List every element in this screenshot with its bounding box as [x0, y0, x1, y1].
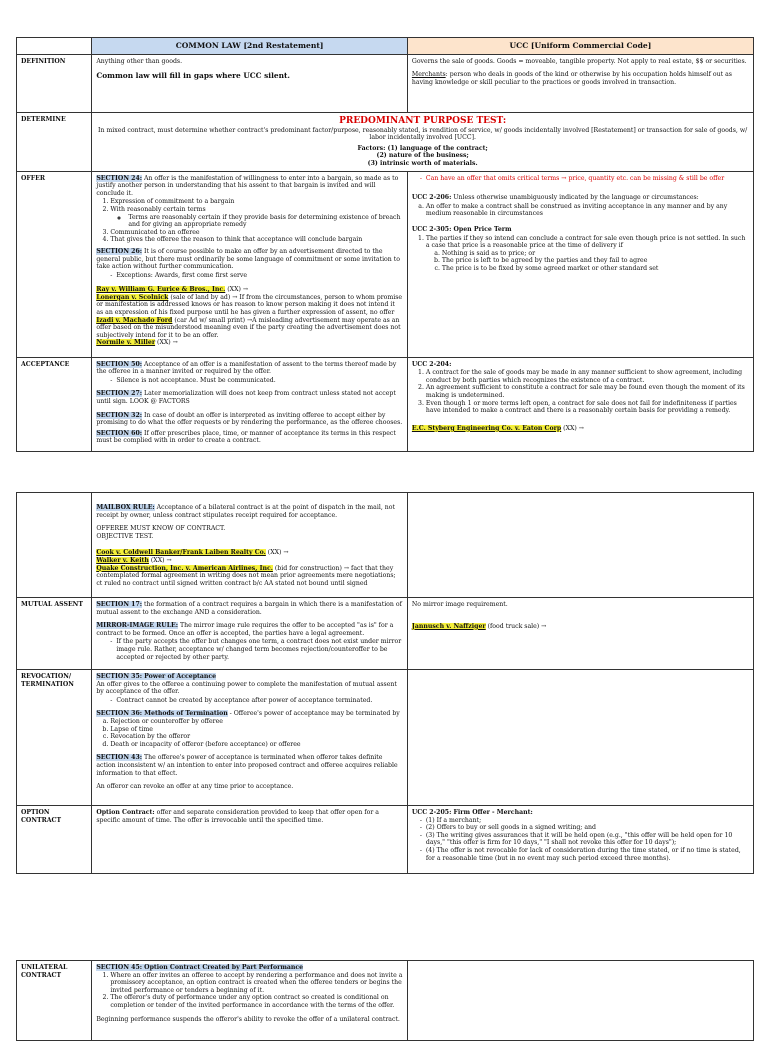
determine-content	[92, 112, 754, 171]
page-2	[16, 492, 754, 874]
row-label-option-contract: OPTION CONTRACT	[17, 806, 92, 874]
case-izadi-name: Izadi v. Machado Ford	[96, 316, 173, 324]
ucc-2-204-item: 3. Even though 1 or more terms left open, a contract for sale does not fail for indefiniteness if parties have intended to make a contract and there is a reasonably certain basis for providing a remedy.	[426, 400, 749, 415]
s24-item-text: With reasonably certain terms	[110, 205, 206, 213]
factor-3: (3) intrinsic worth of materials.	[367, 159, 478, 167]
section-26-tag: SECTION 26:	[96, 247, 143, 255]
s24-subitem: ◦ Terms are reasonably certain if they provide basis for determining existence of breach and for giving an appropriate remedy	[128, 214, 403, 229]
acceptance-cont-ucc	[407, 493, 753, 598]
offer-ucc-note-list	[412, 175, 749, 183]
offeree-must-know: OFFEREE MUST KNOW OF CONTRACT.	[96, 525, 226, 533]
ucc-2-206-text: Unless otherwise unambiguously indicated by the language or circumstances:	[451, 194, 699, 202]
comparison-table-2	[16, 492, 754, 874]
case-normile	[96, 339, 403, 347]
s45-item: 1. Where an offer invites an offeree to accept by rendering a performance and does not invite a promissory acceptance, an option contract is created when the offeree tenders or begins the invited performance or tenders a beginning of it.	[110, 972, 403, 995]
factor-2: (2) nature of the business;	[376, 152, 469, 160]
row-label-definition: DEFINITION	[17, 54, 92, 112]
mirror-image-rule	[96, 622, 403, 637]
section-17-tag: SECTION 17:	[96, 601, 143, 608]
option-ucc	[407, 806, 753, 874]
ucc-2-206-item: a. An offer to make a contract shall be construed as inviting acceptance in any manner and by any medium reasonable in circumstances	[426, 203, 749, 218]
no-mirror-image: No mirror image requirement.	[411, 601, 508, 608]
section-35-text: An offer gives to the offeree a continuing power to complete the manifestation of mutual assent by acceptance of the offer.	[96, 680, 397, 696]
ucc-2-205-item: - (2) Offers to buy or sell goods in a signed writing; and	[426, 824, 749, 832]
option-contract-text: offer and separate consideration provided to keep that offer open for a specific amount of time. The offer is irrevocable until the specified time.	[96, 809, 379, 824]
case-walker-name: Walker v. Keith	[96, 556, 149, 564]
header-common-law: COMMON LAW [2nd Restatement]	[92, 38, 408, 55]
case-jannusch-note: (food truck sale) →	[485, 622, 547, 630]
section-43	[96, 754, 403, 777]
mirror-image-list	[96, 638, 403, 661]
case-ray-name: Ray v. William G. Eurice & Bros., Inc.	[96, 286, 226, 294]
case-normile-name: Normile v. Miller	[96, 339, 156, 347]
row-label-offer: OFFER	[17, 171, 92, 357]
section-36-tag: SECTION 36: Methods of Termination	[96, 710, 228, 718]
section-50-tag: SECTION 50:	[96, 360, 143, 368]
section-27-tag: SECTION 27:	[96, 390, 143, 398]
predominant-purpose-body: In mixed contract, must determine whether contract's predominant factor/purpose, reasonably stated, is rendition of service, w/ goods incidentally involved [Restatement] or transaction for sale of goods, w/ labor incidentally involved [UCC].	[98, 126, 748, 142]
section-32	[96, 412, 403, 427]
revoke-before-acceptance: An offeror can revoke an offer at any time prior to acceptance.	[96, 783, 294, 791]
s36-item: c. Revocation by the offeror	[110, 733, 403, 741]
ucc-2-205-list	[412, 817, 749, 863]
s36-item: d. Death or incapacity of offeror (before acceptance) or offeree	[110, 741, 403, 749]
case-izadi	[96, 317, 403, 340]
offer-ucc-red-note: - Can have an offer that omits critical terms → price, quantity etc. can be missing & still be offer	[426, 175, 749, 183]
ucc-2-305-subitem: b. The price is left to be agreed by the parties and they fail to agree	[442, 257, 749, 265]
s24-item: 3. Communicated to an offeree	[110, 229, 403, 237]
option-contract-tag: Option Contract:	[96, 809, 155, 816]
ucc-2-204-item: 1. A contract for the sale of goods may be made in any manner sufficient to show agreement, including conduct by both parties which recognizes the existence of a contract.	[426, 369, 749, 384]
case-styberg	[412, 425, 749, 433]
option-cl	[92, 806, 408, 874]
s24-item: 4. That gives the offeree the reason to think that acceptance will conclude bargain	[110, 236, 403, 244]
section-36	[96, 710, 403, 718]
comparison-table-1	[16, 37, 754, 452]
row-label-acceptance: ACCEPTANCE	[17, 357, 92, 451]
section-24-list	[96, 198, 403, 244]
section-60-tag: SECTION 60:	[96, 429, 143, 437]
ucc-2-206	[412, 194, 749, 202]
case-styberg-note: (XX) →	[561, 424, 584, 432]
mailbox-rule-text: Acceptance of a bilateral contract is at the point of dispatch in the mail, not receipt by owner, unless contract stipulates receipt required for acceptance.	[96, 504, 395, 519]
mailbox-rule	[96, 504, 403, 519]
s24-item: 1. Expression of commitment to a bargain	[110, 198, 403, 206]
s26-exception: - Exceptions: Awards, first come first serve	[116, 272, 403, 280]
ucc-2-305-tag: UCC 2-305: Open Price Term	[411, 225, 512, 233]
case-quake-note: (bid for construction) → fact that they contemplated formal agreement in writing does not mean prior agreements mere negotiations; ct ruled no contract until signed written contract b/c AA stated not bound until signed	[96, 564, 396, 587]
row-mutual-assent	[17, 598, 754, 670]
ucc-2-305-list	[412, 235, 749, 273]
section-27	[96, 390, 403, 405]
definition-cl-text: Anything other than goods.	[96, 57, 183, 65]
ucc-2-305-subitem: a. Nothing is said as to price; or	[442, 250, 749, 258]
beginning-performance-note: Beginning performance suspends the offeror's ability to revoke the offer of a unilateral contract.	[96, 1015, 400, 1023]
revocation-ucc	[407, 670, 753, 806]
case-jannusch-name: Jannusch v. Naffziger	[411, 622, 486, 630]
offer-cl	[92, 171, 408, 357]
row-determine	[17, 112, 754, 171]
definition-ucc	[407, 54, 753, 112]
section-36-list	[96, 718, 403, 748]
mirror-image-text: The mirror image rule requires the offer to be accepted "as is" for a contract to be formed. Once an offer is accepted, the parties have a legal agreement.	[96, 622, 394, 637]
ucc-2-206-tag: UCC 2-206:	[411, 194, 452, 202]
ucc-2-204-list	[412, 369, 749, 415]
section-35-tag: SECTION 35: Power of Acceptance	[96, 673, 217, 680]
page-3	[16, 960, 754, 1041]
row-offer	[17, 171, 754, 357]
ucc-2-305-subitem: c. The price is to be fixed by some agreed market or other standard set	[442, 265, 749, 273]
unilateral-ucc	[407, 961, 753, 1041]
option-contract-def	[96, 809, 403, 824]
row-acceptance-cont	[17, 493, 754, 598]
section-17-text: the formation of a contract requires a bargain in which there is a manifestation of mutual assent to the exchange AND a consideration.	[96, 601, 402, 616]
section-32-text: In case of doubt an offer is interpreted as inviting offeree to accept either by promising to do what the offer requests or by rendering the performance, as the offeree chooses.	[96, 411, 403, 427]
case-ray-note: (XX) →	[225, 286, 249, 294]
definition-ucc-text: Governs the sale of goods. Goods = moveable, tangible property. Not apply to real estate, $$ or securities.	[411, 57, 747, 65]
header-ucc: UCC [Uniform Commercial Code]	[407, 38, 753, 55]
section-26-text: It is of course possible to make an offer by an advertisement directed to the general public, but there must ordinarily be some language of commitment or some invitation to take action without further communication.	[96, 247, 400, 271]
acceptance-cont-cl	[92, 493, 408, 598]
mailbox-rule-tag: MAILBOX RULE:	[96, 504, 155, 511]
section-27-text: Later memorialization will does not keep from contract unless stated not accept until sign. LOOK @ FACTORS	[96, 390, 396, 405]
unilateral-cl	[92, 961, 408, 1041]
revocation-cl	[92, 670, 408, 806]
section-43-text: The offeree's power of acceptance is terminated when offeror takes definite action inconsistent w/ an intention to enter into proposed contract and offeree acquires reliable information to that effect.	[96, 754, 398, 777]
ucc-2-204-tag: UCC 2-204:	[411, 360, 452, 368]
section-32-tag: SECTION 32:	[96, 411, 143, 419]
s36-item: a. Rejection or counteroffer by offeree	[110, 718, 403, 726]
merchants-term: Merchants	[411, 71, 446, 79]
ucc-2-205-item: - (1) If a merchant;	[426, 817, 749, 825]
section-17	[96, 601, 403, 616]
acceptance-cl	[92, 357, 408, 451]
section-45	[96, 964, 403, 972]
section-26-list	[96, 272, 403, 280]
case-jannusch	[412, 623, 749, 631]
factor-1: Factors: (1) language of the contract;	[357, 144, 488, 152]
section-24	[96, 175, 403, 198]
row-acceptance	[17, 357, 754, 451]
case-normile-note: (XX) →	[155, 339, 178, 347]
section-35	[96, 673, 403, 681]
case-izadi-note: (car Ad w/ small print) →A misleading advertisement may operate as an offer based on the misunderstood meaning even if the party creating the advertisement does not subjectively intend for it to be an offer.	[96, 316, 401, 339]
s36-item: b. Lapse of time	[110, 726, 403, 734]
case-walker	[96, 557, 403, 565]
section-24-text: An offer is the manifestation of willingness to enter into a bargain, so made as to justify another person in understanding that his assent to that bargain is invited and will conclude it.	[96, 174, 399, 197]
section-26	[96, 248, 403, 271]
row-label-revocation: REVOCATION/ TERMINATION	[17, 670, 92, 806]
mirror-image-tag: MIRROR-IMAGE RULE:	[96, 622, 179, 630]
section-60	[96, 430, 403, 445]
ucc-2-205-tag: UCC 2-205: Firm Offer - Merchant:	[411, 809, 533, 816]
section-24-tag: SECTION 24:	[96, 174, 143, 182]
case-cook-note: (XX) →	[265, 549, 289, 557]
section-60-text: If offer prescribes place, time, or manner of acceptance its terms in this respect must be complied with in order to create a contract.	[96, 429, 396, 445]
case-styberg-name: E.C. Styberg Engineering Co. v. Eaton Corp	[411, 424, 562, 432]
row-label-unilateral: UNILATERAL CONTRACT	[17, 961, 92, 1041]
row-unilateral	[17, 961, 754, 1041]
case-lonergan-note: (sale of land by ad) → If from the circumstances, person to whom promise or manifestation is addressed knows or has reason to know person making it does not intend it as an expression of his fixed purpose until he has given a further expression of assent, no offer	[96, 293, 403, 317]
ucc-2-305-sublist	[426, 250, 749, 273]
ucc-2-305-text: The parties if they so intend can conclude a contract for sale even though price is not settled. In such a case that price is a reasonable price at the time of delivery if	[425, 234, 746, 250]
row-label-determine: DETERMINE	[17, 112, 92, 171]
case-cook-name: Cook v. Coldwell Banker/Frank Laiben Realty Co.	[96, 549, 266, 557]
definition-cl-gap-note: Common law will fill in gaps where UCC silent.	[96, 71, 290, 81]
s45-item: 2. The offeror's duty of performance under any option contract so created is conditional on completion or tender of the invited performance in accordance with the terms of the offer.	[110, 994, 403, 1009]
predominant-purpose-title: PREDOMINANT PURPOSE TEST:	[339, 115, 507, 126]
case-quake	[96, 565, 403, 588]
header-blank	[17, 38, 92, 55]
case-lonergan	[96, 294, 403, 317]
section-45-tag: SECTION 45: Option Contract Created by Part Performance	[96, 964, 304, 971]
header-row	[17, 38, 754, 55]
section-50-text: Acceptance of an offer is a manifestation of assent to the terms thereof made by the offeree in a manner invited or required by the offer.	[96, 360, 397, 376]
definition-cl	[92, 54, 408, 112]
page-1	[16, 37, 754, 452]
ucc-2-206-list	[412, 203, 749, 218]
merchants-def: : person who deals in goods of the kind or otherwise by his occupation holds himself out as having knowledge or skill peculiar to the practices or goods involved in transaction.	[411, 71, 732, 86]
ucc-2-204-item: 2. An agreement sufficient to constitute a contract for sale may be found even though the moment of its making is undetermined.	[426, 384, 749, 399]
section-43-tag: SECTION 43:	[96, 754, 143, 762]
section-50-list	[96, 377, 403, 385]
section-45-list	[96, 972, 403, 1010]
row-option-contract	[17, 806, 754, 874]
case-ray	[96, 286, 403, 294]
section-36-text: - Offeree's power of acceptance may be terminated by	[227, 710, 400, 718]
mutual-assent-cl	[92, 598, 408, 670]
section-35-sub: - Contract cannot be created by acceptance after power of acceptance terminated.	[116, 697, 403, 705]
s24-sublist	[110, 214, 403, 229]
case-lonergan-name: Lonergan v. Scolnick	[96, 293, 169, 301]
ucc-2-305-item	[426, 235, 749, 273]
acceptance-ucc	[407, 357, 753, 451]
section-50-sub: - Silence is not acceptance. Must be communicated.	[116, 377, 403, 385]
row-revocation	[17, 670, 754, 806]
case-walker-note: (XX) →	[148, 556, 172, 564]
case-cook	[96, 549, 403, 557]
mirror-image-sub: - If the party accepts the offer but changes one term, a contract does not exist under mirror image rule. Rather, acceptance w/ changed term becomes rejection/counteroffer to be accepted or rejected by other party.	[116, 638, 403, 661]
definition-ucc-merchants	[412, 71, 749, 86]
case-quake-name: Quake Construction, Inc. v. American Airlines, Inc.	[96, 564, 273, 572]
mutual-assent-ucc	[407, 598, 753, 670]
ucc-2-205-item: - (4) The offer is not revocable for lack of consideration during the time stated, or if no time is stated, for a reasonable time (but in no event may such period exceed three months).	[426, 847, 749, 862]
s24-item	[110, 206, 403, 229]
row-label-blank	[17, 493, 92, 598]
row-label-mutual-assent: MUTUAL ASSENT	[17, 598, 92, 670]
ucc-2-205-item: - (3) The writing gives assurances that it will be held open (e.g., "this offer will be held open for 10 days," "this offer is firm for 10 days," "I shall not revoke this offer for 10 days");	[426, 832, 749, 847]
comparison-table-3	[16, 960, 754, 1041]
section-50	[96, 361, 403, 376]
row-definition	[17, 54, 754, 112]
objective-test: OBJECTIVE TEST.	[96, 532, 154, 540]
offer-ucc	[407, 171, 753, 357]
section-35-list	[96, 697, 403, 705]
